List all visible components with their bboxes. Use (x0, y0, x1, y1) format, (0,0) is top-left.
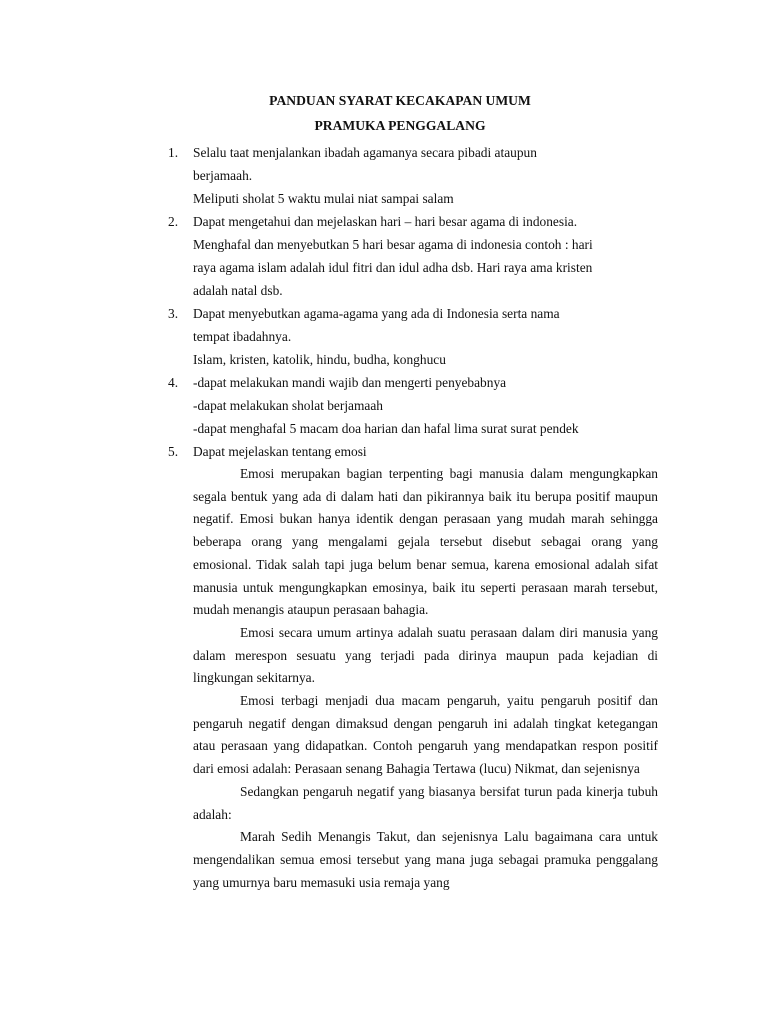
list-item-line: -dapat menghafal 5 macam doa harian dan hafal lima surat surat pendek (193, 421, 579, 436)
list-item-1 (168, 141, 658, 210)
paragraph: Sedangkan pengaruh negatif yang biasanya bersifat turun pada kinerja tubuh adalah: (193, 783, 658, 822)
list-item-number: 3. (168, 306, 179, 321)
list-item-line: Dapat menyebutkan agama-agama yang ada di Indonesia serta nama (193, 306, 560, 321)
list-item-line: Menghafal dan menyebutkan 5 hari besar agama di indonesia contoh : hari (193, 237, 593, 252)
document-subtitle: PRAMUKA PENGGALANG (314, 118, 486, 133)
list-item-line: adalah natal dsb. (193, 283, 283, 298)
paragraph: Emosi terbagi menjadi dua macam pengaruh, yaitu pengaruh positif dan pengaruh negatif dengan dimaksud dengan pengaruh ini adalah tingkat ketegangan atau perasaan yang didapatkan. Contoh pengaruh yang mendapatkan respon positif dari emosi adalah: Perasaan senang Bahagia Tertawa (lucu) Nikmat, dan sejenisnya (193, 693, 658, 777)
document-title: PANDUAN SYARAT KECAKAPAN UMUM (269, 93, 531, 108)
list-item-3 (168, 302, 658, 371)
list-item-2 (168, 210, 658, 302)
list-item-line: berjamaah. (193, 168, 253, 183)
list-item-line: Meliputi sholat 5 waktu mulai niat sampai salam (193, 191, 454, 206)
list-item-number: 2. (168, 214, 179, 229)
list-item-line: -dapat melakukan sholat berjamaah (193, 398, 383, 413)
paragraph: Emosi secara umum artinya adalah suatu perasaan dalam diri manusia yang dalam merespon sesuatu yang terjadi pada dirinya maupun pada kejadian di lingkungan sekitarnya. (193, 624, 658, 686)
paragraph: Marah Sedih Menangis Takut, dan sejenisnya Lalu bagaimana cara untuk mengendalikan semua emosi tersebut yang mana juga sebagai pramuka penggalang yang umurnya baru memasuki usia remaja yang (193, 829, 658, 890)
list-item-line: Dapat mengetahui dan mejelaskan hari – hari besar agama di indonesia. (193, 214, 578, 229)
list-item-number: 5. (168, 444, 179, 459)
list-item-line: Selalu taat menjalankan ibadah agamanya secara pibadi ataupun (193, 145, 537, 160)
requirements-list (168, 141, 658, 894)
list-item-number: 4. (168, 375, 179, 390)
paragraph: Emosi merupakan bagian terpenting bagi manusia dalam mengungkapkan segala bentuk yang ada di dalam hati dan pikirannya baik itu berupa positif maupun negatif. Emosi bukan hanya identik dengan perasaan yang mudah marah sehingga beberapa orang yang mengalami gejala tersebut disebut sebagai orang yang emosional. Tidak salah tapi juga belum benar semua, karena emosional adalah sifat manusia untuk mengungkapkan emosinya, baik itu seperti perasaan marah tersebut, mudah menangis ataupun perasaan bahagia. (193, 466, 658, 618)
list-item-line: tempat ibadahnya. (193, 329, 292, 344)
list-item-line: -dapat melakukan mandi wajib dan mengerti penyebabnya (193, 375, 507, 390)
list-item-line: Islam, kristen, katolik, hindu, budha, konghucu (193, 352, 446, 367)
list-item-number: 1. (168, 145, 179, 160)
list-item-line: raya agama islam adalah idul fitri dan idul adha dsb. Hari raya ama kristen (193, 260, 593, 275)
list-item-5 (168, 440, 658, 894)
list-item-heading: Dapat mejelaskan tentang emosi (193, 444, 367, 459)
list-item-4 (168, 371, 658, 440)
